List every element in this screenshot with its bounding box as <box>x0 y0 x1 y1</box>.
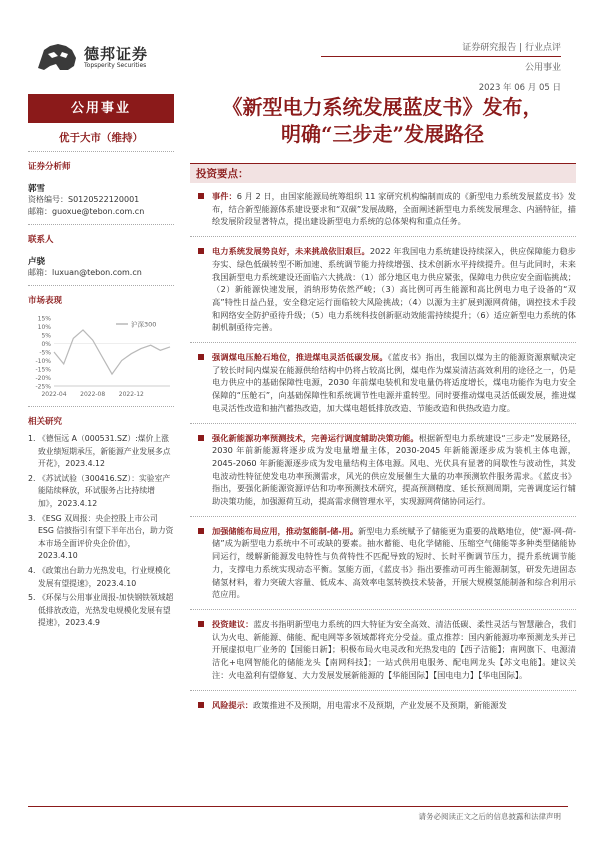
report-date: 2023 年 06 月 05 日 <box>478 83 561 93</box>
analyst-section-title: 证券分析师 <box>28 162 71 172</box>
paragraph-text: 政策推进不及预期，用电需求不及预期，产业发展不及预期，新能源发 <box>252 699 507 710</box>
paragraph-lead: 投资建议： <box>212 618 254 629</box>
y-tick-label: 5% <box>41 332 51 340</box>
paragraph-text: 6 月 2 日，由国家能源局统筹组织 11 家研究机构编制而成的《新型电力系统发展蓝皮书》发布，结合新型能源体系建设要求和“双碳”发展战略，全面阐述新型电力系统发展理念、内涵特征，描绘发展阶段显著特点，提出建设新型电力系统的总体架构和重点任务。 <box>212 191 576 227</box>
left-sidebar <box>28 94 174 630</box>
paragraph-lead: 强调煤电压舱石地位，推进煤电灵活低碳发展。 <box>212 352 388 363</box>
y-tick-label: 0% <box>41 341 51 348</box>
divider <box>28 224 174 225</box>
y-tick-label: -5% <box>39 349 51 357</box>
paragraph-text: 新型电力系统赋予了储能更为重要的战略地位，使“源-网-荷-储”成为新型电力系统中不可或缺的要素。抽水蓄能、电化学储能、压缩空气储能等多种类型储能协同运行，缓解新能源发电特性与负荷特性不匹配导致的短时、长时平衡调节压力，提升系统调节能力，支撑电力系统实现动态平衡。氢能方面，《蓝皮书》指出要推动可再生能源制氢，研发先进固态储氢材料，着力突破大容量、低成本、高效率电氢转换技术装备，开展大规模氢能制备和综合利用示范应用。 <box>212 525 577 600</box>
paragraph-lead: 事件： <box>212 191 237 201</box>
paragraph-risk <box>190 699 576 712</box>
paragraph-lead: 强化新能源功率预测技术，完善运行调度辅助决策功能。 <box>212 432 419 443</box>
paragraph-challenges <box>190 245 576 334</box>
paragraph-text: 根据新型电力系统建设“三步走”发展路径，2030 年前新能源将逐步成为发电量增量主体，2030-2045 年新能源逐步成为装机主体电源，2045-2060 年新能源逐步成为发电量结构主体电源。风电、光伏具有显著的间歇性与波动性，其发电波动性特征使发电功率预测需求，风光的供应发展催生大量的功率预测软件服务需求。《蓝皮书》指出，要强化新能源资源评估和功率预测技术研究，提高预测精度、延长预测周期，完善调度运行辅助决策功能，加强源荷互动，提高需求侧管理水平，实现源网荷储协同运行。 <box>212 432 576 507</box>
related-item[interactable] <box>28 473 174 511</box>
sector-banner: 公用事业 <box>28 94 174 123</box>
x-tick-label: 2022-04 <box>41 391 67 398</box>
related-item-num: 3. <box>28 513 36 523</box>
rating-label: 优于大市（维持） <box>28 130 174 152</box>
related-item-text: 《苏试试验（300416.SZ）：实验室产能陆续释放，环试服务占比持续增加》，2023.4.12 <box>38 473 171 508</box>
key-points-title: 投资要点： <box>196 168 249 180</box>
analyst-license: 资格编号：S0120522120001 <box>28 195 140 204</box>
related-section-title: 相关研究 <box>28 417 63 427</box>
series-line-csi300 <box>54 330 170 374</box>
bullet-icon <box>198 354 204 360</box>
related-item[interactable] <box>28 565 174 590</box>
y-tick-label: -15% <box>35 366 51 374</box>
brand-name-en: Topsperity Securities <box>84 62 147 69</box>
paragraph-text: 《蓝皮书》指出，我国以煤为主的能源资源禀赋决定了较长时间内煤炭在能源供给结构中仍将占较高比例，煤电作为煤炭清洁高效利用的途径之一，仍是电力供应中的基础保障性电源，2030 年前煤电装机和发电量仍将适度增长，煤电功能作为电力安全保障的“压舱石”，向基础保障性和系统调节性电源并重转型。同时要推动煤电灵活低碳发展，推进煤电灵活性改造和抽汽蓄热改造，加大煤电超低排放改造、节能改造和供热改造力度。 <box>212 352 576 413</box>
paragraph-event <box>190 190 576 228</box>
related-item[interactable] <box>28 592 174 630</box>
divider <box>190 609 576 610</box>
paragraph-coal-power <box>190 351 576 415</box>
market-section-title: 市场表现 <box>28 296 63 306</box>
key-points-header <box>190 163 576 183</box>
y-tick-label: 10% <box>37 324 51 331</box>
bullet-icon <box>198 435 204 441</box>
divider <box>190 342 576 343</box>
related-item-text: 《德恒远 A（000531.SZ）:煤价上涨致业绩短期承压，新能源产业发展多点开花》，2023.4.12 <box>38 434 171 469</box>
paragraph-text: 2022 年我国电力系统建设持续深入，供应保障能力稳步夯实、绿色低碳转型不断加速、系统调节能力持续增强、技术创新水平持续提升。但与此同时，未来我国新型电力系统建设还面临六大挑战：（1）部分地区电力供应紧张，保障电力供应安全面临挑战；（2）新能源快速发展，消纳形势依然严峻；（3）高比例可再生能源和高比例电力电子设备的“双高”特性日益凸显，安全稳定运行面临较大风险挑战；（4）以源为主扩展到源网荷储，调控技术手段和网络安全防护亟待升级；（5）电力系统科技创新驱动效能需持续提升；（6）适应新型电力系统的体制机制亟待完善。 <box>212 246 576 333</box>
divider <box>28 406 174 407</box>
paragraph-lead: 风险提示： <box>212 699 253 710</box>
header-rule <box>321 56 561 57</box>
contact-name: 卢骁 <box>28 257 46 267</box>
x-tick-label: 2022-08 <box>80 391 106 398</box>
divider <box>190 423 576 424</box>
divider <box>28 285 174 286</box>
paragraph-lead: 加强储能布局应用，推动氢能制-储-用。 <box>212 525 359 536</box>
report-header-info <box>321 40 561 93</box>
report-title <box>190 94 575 148</box>
related-item-num: 4. <box>28 565 36 575</box>
report-industry: 公用事业 <box>524 63 561 73</box>
tiger-logo-icon <box>34 40 80 74</box>
divider <box>190 690 576 691</box>
contact-email[interactable]: 邮箱：luxuan@tebon.com.cn <box>28 268 142 277</box>
related-item-num: 1. <box>28 434 36 443</box>
divider <box>190 516 576 517</box>
y-tick-label: -25% <box>35 383 51 391</box>
divider <box>190 236 576 237</box>
related-item-text: 《政策出台助力光热发电，行业规模化发展有望提速》，2023.4.10 <box>38 565 171 588</box>
title-line-2: 明确“三步走”发展路径 <box>280 122 484 146</box>
bullet-icon <box>198 193 204 199</box>
brand-name-cn: 德邦证券 <box>84 45 149 63</box>
analyst-name: 郭雪 <box>28 184 46 194</box>
related-item-text: 《环保与公用事业周报-加快钢铁领域超低排放改造，光热发电规模化发展有望提速》，2023.4.9 <box>38 593 174 628</box>
market-chart <box>28 314 174 400</box>
y-tick-label: -20% <box>35 375 51 382</box>
y-tick-label: 15% <box>37 315 51 323</box>
paragraph-forecasting <box>190 432 576 508</box>
related-item[interactable] <box>28 433 174 471</box>
market-performance-chart <box>28 314 174 400</box>
related-research-list <box>28 433 174 630</box>
analyst-email[interactable]: 邮箱：guoxue@tebon.com.cn <box>28 207 145 216</box>
company-logo <box>34 40 154 76</box>
legend-label: 沪深300 <box>131 320 157 329</box>
x-tick-label: 2022-12 <box>118 391 144 398</box>
bullet-icon <box>198 528 204 534</box>
related-item-num: 2. <box>28 473 36 483</box>
report-type: 证券研究报告 | 行业点评 <box>462 43 561 53</box>
related-item-text: 《ESG 双周报：央企控股上市公司 ESG 信披指引有望下半年出台，助力资本市场全面评价央企价值》，2023.4.10 <box>38 513 174 561</box>
y-tick-label: -10% <box>35 358 51 365</box>
paragraph-text: 蓝皮书指明新型电力系统的四大特征为安全高效、清洁低碳、柔性灵活与智慧融合，我们认为火电、新能源、储能、配电网等多领域都将充分受益。重点推荐：国内新能源功率预测龙头并已开展虚拟电厂业务的【国能日新】；积极布局火电灵改和光热发电的【西子洁能】；南网旗下、电源清洁化+电网智能化的储能龙头【南网科技】；一站式供用电服务、配电网龙头【苏文电能】。建议关注：火电盈利有望修复、大力发展发展新能源的【华能国际】【国电电力】【华电国际】。 <box>212 618 576 680</box>
bullet-icon <box>198 248 204 254</box>
contact-section-title: 联系人 <box>28 235 54 245</box>
key-points-body <box>190 190 576 723</box>
related-item[interactable] <box>28 513 174 563</box>
related-item-num: 5. <box>28 593 36 603</box>
bullet-icon <box>198 621 204 627</box>
paragraph-storage <box>190 525 576 601</box>
title-line-1: 《新型电力系统发展蓝皮书》发布， <box>222 95 543 119</box>
footer-disclaimer: 请务必阅读正文之后的信息披露和法律声明 <box>418 812 561 821</box>
footer-rule <box>28 806 568 807</box>
paragraph-lead: 电力系统发展势良好，未来挑战依旧艰巨。 <box>212 246 370 257</box>
paragraph-investment <box>190 618 576 682</box>
bullet-icon <box>198 702 204 708</box>
